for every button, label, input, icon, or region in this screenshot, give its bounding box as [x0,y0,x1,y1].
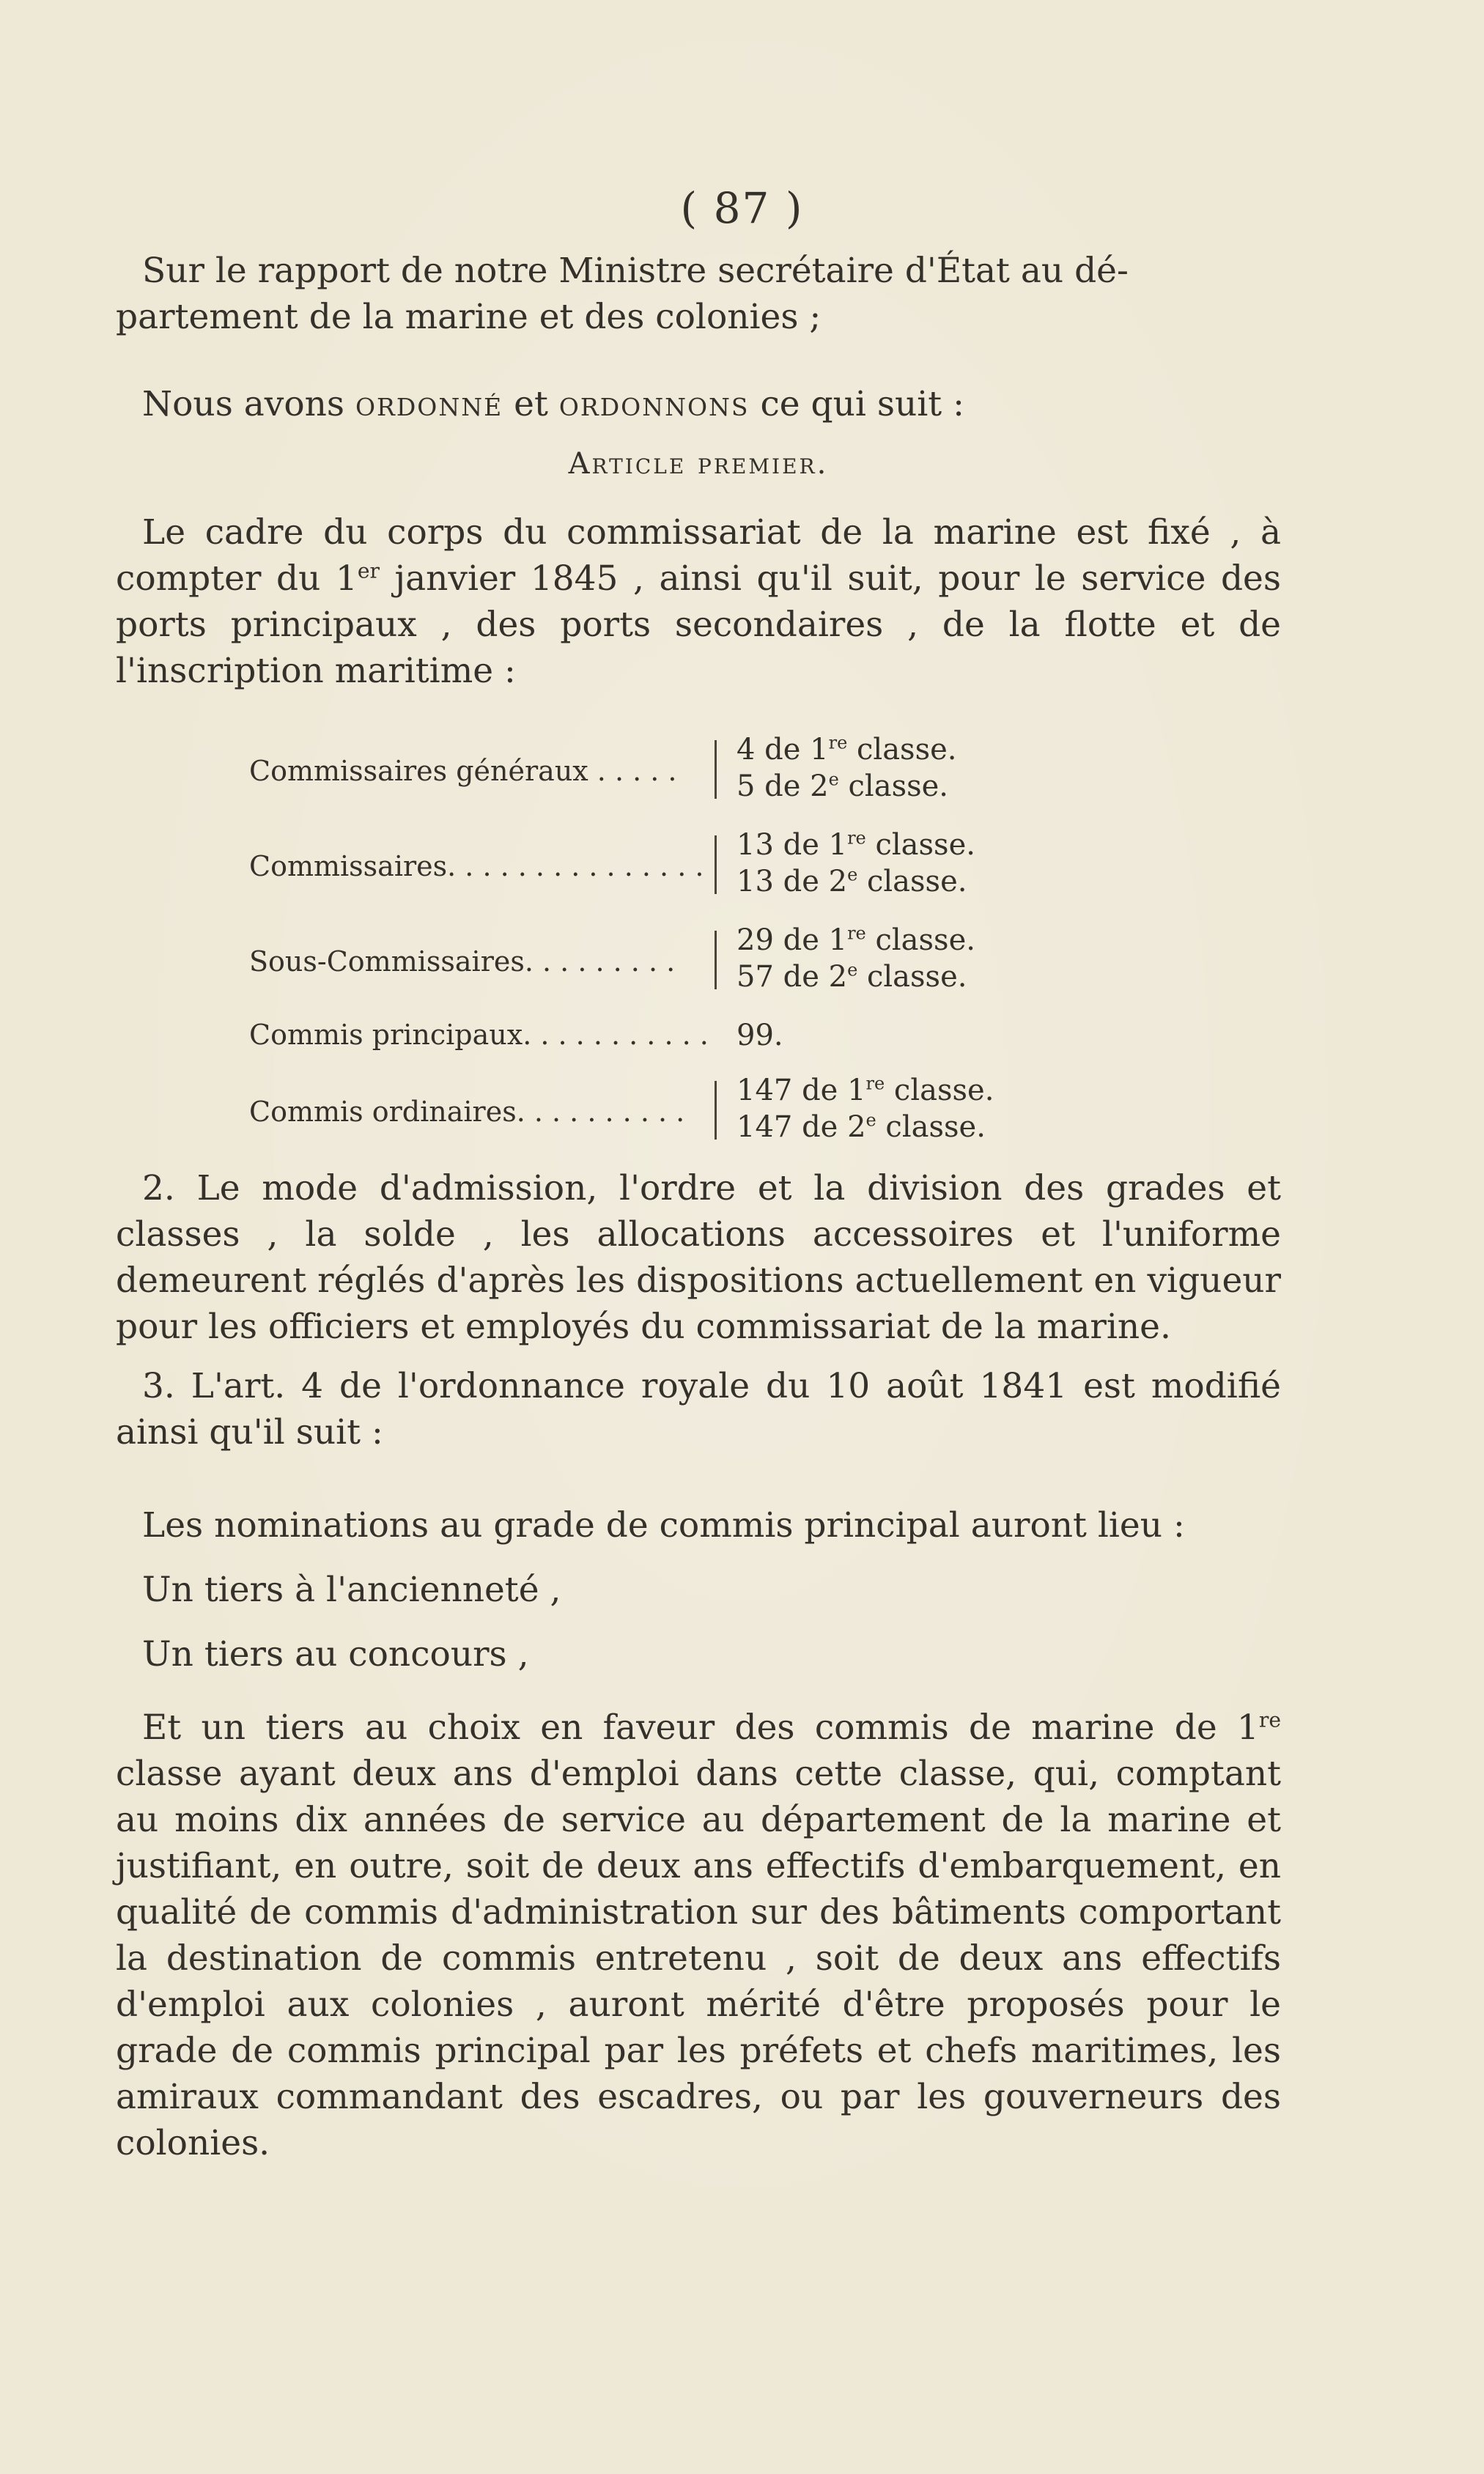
table-class-entry [737,960,967,994]
page-number: ( 87 ) [680,183,804,233]
article-1-text-b: janvier 1845 , ainsi qu'il suit, pour le service des ports principaux , des ports secondaires , de la flotte et de l'inscription maritime : [116,558,1281,691]
table-class-entry [737,828,975,862]
article-2-paragraph [116,1165,1281,1350]
table-class-entry [737,733,957,767]
ordonnons-line [116,381,1281,427]
class-sup: e [865,1109,876,1131]
class-count: 147 [737,1110,793,1144]
nominations-text: Les nominations au grade de commis principal auront lieu : [142,1505,1185,1546]
class-pre: de 1 [792,1074,866,1107]
brace-mark [715,1081,723,1140]
tiers-2-line [116,1631,1281,1677]
class-pre: de 2 [773,960,848,994]
class-post: classe. [838,769,949,803]
tiers-1-line [116,1567,1281,1613]
final-text-b: classe ayant deux ans d'emploi dans cette classe, qui, comptant au moins dix années de service au département de la marine et justifiant, en outre, soit de deux ans effectifs d'embarquement, en qualité de commis d'administration sur des bâtiments comportant la destination de commis entretenu , soit de deux ans effectifs d'emploi aux colonies , auront mérité d'être proposés pour le grade de commis principal par les préfets et chefs maritimes, les amiraux commandant des escadres, ou par les gouverneurs des colonies. [116,1754,1281,2163]
class-count: 29 [737,923,774,957]
article-3-text: 3. L'art. 4 de l'ordonnance royale du 10 août 1841 est modifié ainsi qu'il suit : [116,1366,1281,1452]
class-sup: re [847,923,866,944]
class-post: classe. [876,1110,986,1144]
table-class-entry [737,1110,986,1144]
class-count: 57 [737,960,774,994]
class-count: 147 [737,1074,793,1107]
ordonnons-et: et [503,384,559,424]
class-count: 13 [737,828,774,862]
table-row-label: Sous-Commissaires. . . . . . . . . [249,945,676,978]
class-sup: e [828,769,839,790]
table-class-entry [737,1019,783,1052]
table-row-label: Commissaires. . . . . . . . . . . . . . . [249,850,704,882]
table-row-label: Commis principaux. . . . . . . . . . . [249,1019,709,1051]
ordonnons-post: ce qui suit : [749,384,964,424]
table-class-entry [737,1074,994,1107]
ordonnons-word: ordonnons [558,384,750,424]
article-1-sup: er [357,558,380,583]
class-pre: de 1 [773,828,848,862]
class-count: 13 [737,865,774,898]
class-count: 99. [737,1019,783,1052]
article-1-paragraph [116,509,1281,694]
intro-paragraph [116,248,1281,340]
intro-line-1: Sur le rapport de notre Ministre secrétaire d'État au dé- [142,251,1129,291]
table-class-entry [737,923,975,957]
class-pre: de 2 [792,1110,866,1144]
class-sup: re [828,732,848,753]
class-post: classe. [857,960,967,994]
final-text-a: Et un tiers au choix en faveur des commis de marine de 1 [142,1707,1259,1748]
class-pre: de 2 [773,865,848,898]
table-class-entry [737,865,967,898]
class-sup: e [847,959,858,981]
brace-mark [715,931,723,989]
class-post: classe. [865,923,975,957]
nominations-line [116,1502,1281,1548]
ordonne-word: ordonné [355,384,503,424]
class-count: 4 [737,733,756,767]
brace-mark [715,835,723,894]
tiers-2-text: Un tiers au concours , [142,1634,529,1674]
brace-mark [715,740,723,799]
ordonnons-pre: Nous avons [142,384,355,424]
table-class-entry [737,769,948,803]
class-post: classe. [857,865,967,898]
table-row-label: Commis ordinaires. . . . . . . . . . [249,1096,685,1128]
article-heading-block [116,441,1281,487]
class-post: classe. [885,1074,994,1107]
final-sup: re [1258,1707,1281,1732]
tiers-1-text: Un tiers à l'ancienneté , [142,1570,561,1610]
class-sup: e [847,864,858,885]
class-pre: de 1 [773,923,848,957]
class-post: classe. [847,733,957,767]
article-heading: Article premier. [568,447,829,481]
class-sup: re [865,1073,885,1094]
article-2-text: 2. Le mode d'admission, l'ordre et la division des grades et classes , la solde , les allocations accessoires et l'uniforme demeurent réglés d'après les dispositions actuellement en vigueur pour les officiers et employés du commissariat de la marine. [116,1168,1281,1347]
class-post: classe. [865,828,975,862]
class-pre: de 1 [755,733,829,767]
class-pre: de 2 [755,769,829,803]
table-row-label: Commissaires généraux . . . . . [249,755,677,787]
article-3-paragraph [116,1363,1281,1455]
final-paragraph [116,1705,1281,2166]
article-1-text-a: Le cadre du corps du commissariat de la marine est fixé , à compter du 1 [116,512,1281,599]
intro-line-2: partement de la marine et des colonies ; [116,297,822,337]
class-count: 5 [737,769,756,803]
class-sup: re [847,827,866,849]
